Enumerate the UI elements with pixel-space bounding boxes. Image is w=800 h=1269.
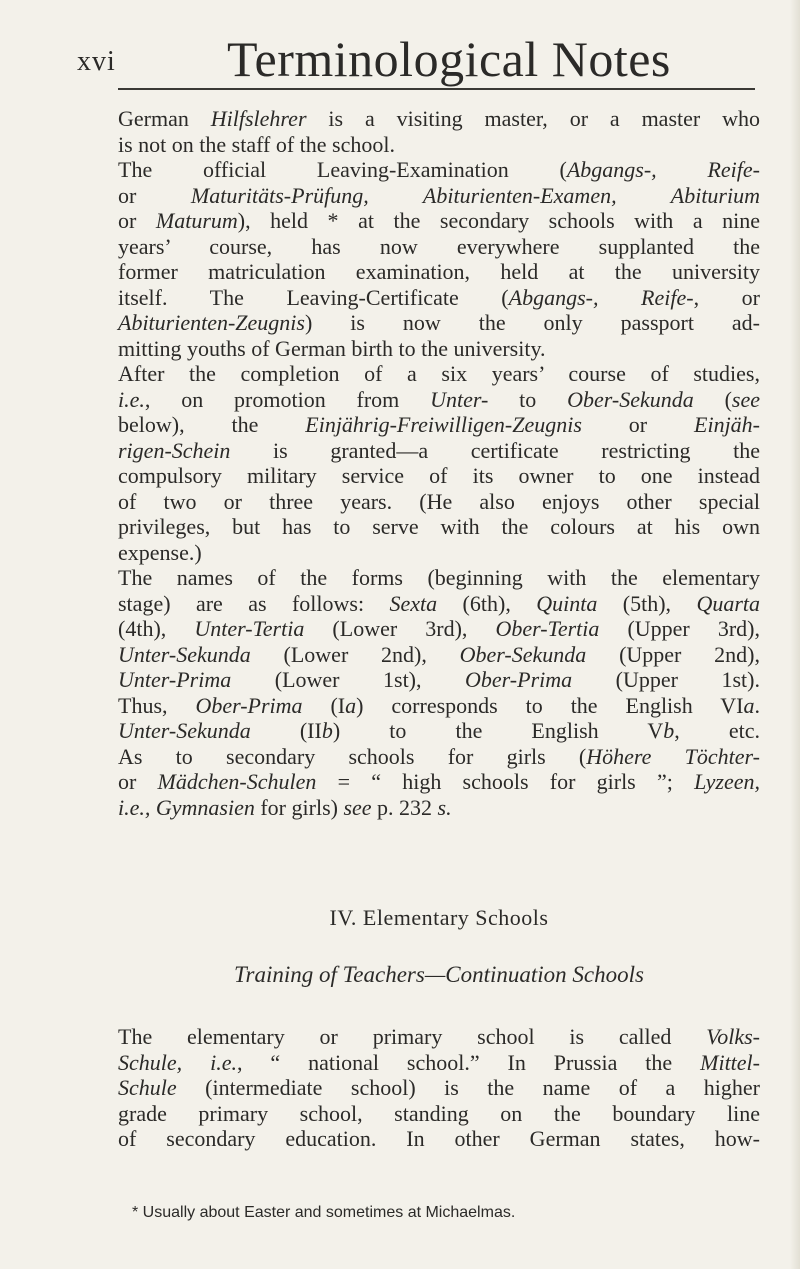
text-line — [118, 693, 760, 719]
text-run: Unter-Prima — [118, 667, 232, 692]
text-run: ) corresponds to the English VI — [356, 692, 744, 718]
text-run: Unter- — [430, 386, 489, 412]
text-line — [118, 540, 760, 566]
text-line — [118, 438, 760, 464]
text-run: Abiturienten-Zeugnis — [118, 310, 305, 335]
text-run: Ober-Tertia — [495, 616, 600, 641]
text-run: (Upper 2nd), — [586, 641, 760, 667]
text-run: As to secondary schools for girls ( — [118, 743, 587, 769]
text-line — [118, 718, 760, 744]
text-run: itself. The Leaving-Certificate ( — [118, 284, 509, 310]
text-line — [118, 667, 760, 693]
text-run: German — [118, 106, 211, 131]
text-run: The elementary or primary school is called — [118, 1024, 707, 1049]
text-run: Thus, — [118, 692, 196, 718]
text-run: (Lower 2nd), — [250, 641, 460, 667]
page-header — [77, 30, 761, 90]
text-line — [118, 157, 760, 183]
text-line — [118, 463, 760, 489]
text-run: Unter-Tertia — [194, 616, 305, 641]
text-run: , on promotion from — [144, 386, 431, 412]
text-run: Unter-Sekunda — [118, 718, 251, 743]
text-line — [118, 132, 760, 158]
text-run: below), the — [118, 412, 306, 437]
text-run: to — [488, 386, 568, 412]
text-run: rigen-Schein — [118, 437, 231, 463]
text-run: Volks- — [706, 1024, 760, 1049]
text-run: mitting youths of German birth to the university. — [118, 335, 546, 361]
text-run: p. 232 — [371, 794, 438, 820]
text-run: = “ high schools for girls ”; — [316, 769, 695, 794]
text-run: compulsory military service of its owner to one instead — [118, 463, 760, 488]
text-run: Ober-Prima — [195, 692, 303, 718]
text-run: or — [118, 208, 156, 233]
text-run: b — [663, 718, 675, 743]
text-run: Quarta — [696, 590, 761, 616]
text-run: Abgangs-, Reife- — [566, 157, 760, 182]
text-run: years’ course, has now everywhere supplanted the — [118, 233, 760, 259]
text-run: of two or three years. (He also enjoys other special — [118, 488, 760, 514]
text-line — [118, 1101, 760, 1127]
text-run: (I — [302, 692, 346, 718]
section-subheading: Training of Teachers—Continuation Schools — [233, 962, 644, 987]
text-line — [118, 744, 760, 770]
text-run: (II — [250, 718, 322, 743]
footnote: * Usually about Easter and sometimes at Michaelmas. — [132, 1204, 516, 1221]
text-run: The official Leaving-Examination ( — [118, 157, 567, 182]
page-number: xvi — [77, 46, 116, 77]
text-run: (Lower 1st), — [231, 667, 466, 692]
text-run: (4th), — [118, 616, 195, 641]
text-run: ) is now the only passport ad- — [304, 310, 760, 335]
text-line — [118, 259, 760, 285]
text-run: Maturum — [155, 208, 238, 233]
text-line — [118, 106, 760, 132]
text-run: Maturitäts-Prüfung, Abiturienten-Examen, Abiturium — [190, 182, 760, 208]
text-run: s. — [437, 794, 452, 820]
text-run: Mädchen-Schulen — [157, 769, 317, 794]
text-run: . — [754, 692, 760, 718]
running-title: Terminological Notes — [227, 31, 671, 87]
text-run: or — [581, 412, 695, 437]
text-run: or — [118, 182, 191, 208]
text-line — [118, 1050, 760, 1076]
text-run: Unter-Sekunda — [118, 641, 251, 667]
text-run: or — [118, 769, 158, 794]
text-line — [118, 285, 760, 311]
text-run: , etc. — [674, 718, 760, 743]
text-run: i.e., Gymnasien — [118, 794, 255, 820]
text-run: (6th), — [437, 590, 537, 616]
text-line — [118, 336, 760, 362]
text-run: a — [345, 692, 357, 718]
text-run: (intermediate school) is the name of a higher — [176, 1075, 760, 1100]
text-line — [118, 489, 760, 515]
text-run: Höhere Töchter- — [586, 743, 760, 769]
text-run: , “ national school.” In Prussia the — [236, 1049, 701, 1075]
text-line — [118, 208, 760, 234]
text-run: Einjährig-Freiwilligen-Zeugnis — [305, 412, 582, 437]
text-run: Schule — [118, 1075, 177, 1100]
text-run: for girls) — [254, 794, 344, 820]
text-run: i.e. — [118, 386, 145, 412]
text-line — [118, 310, 760, 336]
text-run: see — [343, 794, 372, 820]
text-line — [118, 514, 760, 540]
text-line — [118, 1075, 760, 1101]
text-run: former matriculation examination, held at the university — [118, 259, 760, 284]
text-line — [118, 183, 760, 209]
text-run: stage) are as follows: — [118, 590, 390, 616]
text-run: see — [731, 386, 760, 412]
text-line — [118, 591, 760, 617]
text-run: ( — [693, 386, 732, 412]
text-run: The names of the forms (beginning with the elementary — [118, 565, 760, 590]
header-rule — [118, 88, 755, 90]
text-line — [118, 642, 760, 668]
text-run: (5th), — [597, 590, 697, 616]
text-line — [118, 234, 760, 260]
text-run: of secondary education. In other German states, how- — [118, 1126, 760, 1151]
text-run: (Upper 3rd), — [599, 616, 760, 641]
text-run: Schule, i.e. — [118, 1049, 237, 1075]
text-run: (Lower 3rd), — [304, 616, 496, 641]
text-run: Sexta — [389, 590, 438, 616]
text-run: b — [321, 718, 333, 743]
text-run: is not on the staff of the school. — [118, 131, 395, 157]
text-run: Abgangs-, Reife- — [508, 284, 694, 310]
text-line — [118, 616, 760, 642]
text-line — [118, 795, 760, 821]
text-run: Ober-Sekunda — [459, 641, 587, 667]
text-run: privileges, but has to serve with the colours at his own — [118, 514, 760, 539]
text-run: Lyzeen, — [694, 769, 760, 794]
text-run: (Upper 1st). — [572, 667, 760, 692]
text-run: Ober-Prima — [465, 667, 573, 692]
text-line — [118, 412, 760, 438]
body-text-block-2 — [118, 1024, 760, 1152]
text-run: After the completion of a six years’ course of studies, — [118, 361, 760, 386]
text-run: is granted—a certificate restricting the — [230, 437, 760, 463]
text-line — [118, 1126, 760, 1152]
text-line — [118, 361, 760, 387]
text-run: ), held * at the secondary schools with a nine — [237, 208, 760, 233]
text-line — [118, 565, 760, 591]
text-run: Quinta — [536, 590, 598, 616]
text-run: Ober-Sekunda — [567, 386, 694, 412]
text-run: a — [743, 692, 755, 718]
text-run: Hilfslehrer — [210, 106, 307, 131]
text-run: , or — [693, 284, 760, 310]
text-line — [118, 387, 760, 413]
text-run: grade primary school, standing on the boundary line — [118, 1100, 760, 1126]
body-text-block-1 — [118, 106, 760, 820]
section-heading: IV. Elementary Schools — [329, 905, 549, 930]
text-line — [118, 769, 760, 795]
text-run: Einjäh- — [694, 412, 761, 437]
text-run: Mittel- — [700, 1049, 760, 1075]
text-run: ) to the English V — [332, 718, 664, 743]
text-line — [118, 1024, 760, 1050]
text-run: expense.) — [118, 539, 202, 565]
text-run: is a visiting master, or a master who — [306, 106, 760, 131]
page-edge — [790, 0, 800, 1269]
